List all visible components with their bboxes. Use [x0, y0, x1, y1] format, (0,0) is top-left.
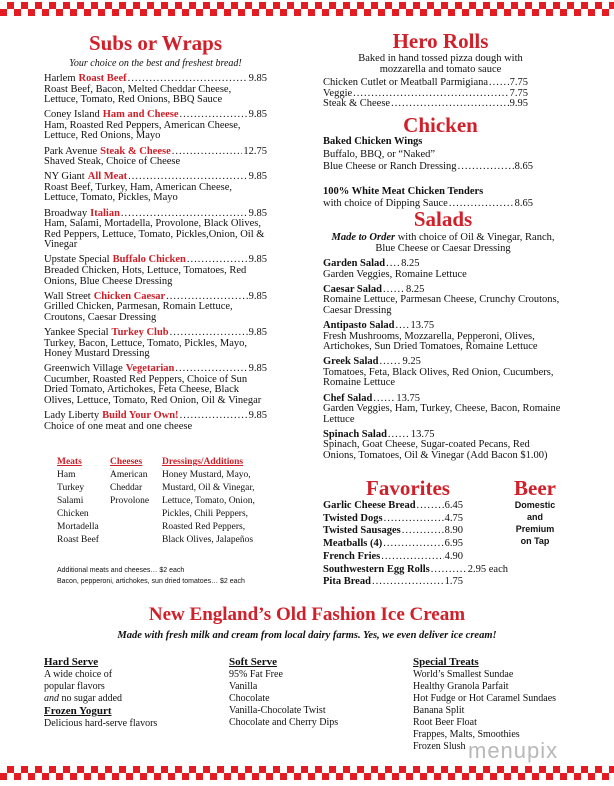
- sub-item-name: Chicken Caesar: [93, 290, 166, 302]
- salad-item: [323, 259, 563, 280]
- soft-serve-line: Vanilla-Chocolate Twist: [229, 705, 326, 716]
- sub-item-desc: Ham, Salami, Mortadella, Provolone, Black Olives, Red Peppers, Lettuce, Tomato, Pickles,Onion, Oil & Vinegar: [44, 218, 265, 251]
- beer-desc: on Tap: [520, 536, 550, 546]
- sub-item-name: Roast Beef: [78, 73, 127, 84]
- hero-desc: mozzarella and tomato sauce: [379, 64, 502, 75]
- salad-item-price: 8.25: [401, 258, 420, 269]
- special-treats-line: Hot Fudge or Hot Caramel Sundaes: [413, 693, 557, 704]
- extras-col-meats: [57, 456, 110, 547]
- hard-serve-line: [44, 693, 157, 705]
- checkered-border-bottom: [0, 766, 614, 780]
- sub-item: [44, 74, 267, 106]
- extras-item: Pickles, Chili Peppers,: [162, 509, 249, 519]
- sub-item-price: 12.75: [243, 145, 267, 157]
- salad-item: [323, 321, 563, 353]
- sub-item-prefix: Lady Liberty: [44, 410, 100, 422]
- dot-leader: [395, 321, 409, 332]
- extras-col-dressings: [162, 456, 255, 547]
- dot-leader: [431, 564, 467, 577]
- hero-section: [323, 30, 558, 110]
- sub-item-prefix: Park Avenue: [44, 145, 98, 157]
- favorite-item-name: Twisted Dogs: [323, 512, 383, 524]
- hero-item: [323, 78, 528, 89]
- sub-item-name: Turkey Club: [111, 326, 169, 338]
- soft-serve-line: Vanilla: [229, 681, 258, 692]
- chicken-item-name: Baked Chicken Wings: [323, 136, 423, 147]
- watermark: menupix: [468, 738, 559, 763]
- dot-leader: [402, 525, 444, 538]
- sub-item-desc: Breaded Chicken, Hots, Lettuce, Tomatoes, Red Onions, Blue Cheese Dressing: [44, 265, 247, 287]
- checkered-border-top: [0, 2, 614, 16]
- dot-leader: [458, 161, 514, 174]
- favorite-item-price: 6.95: [444, 538, 463, 550]
- sub-item-header: [44, 328, 267, 339]
- sub-item: [44, 292, 267, 324]
- salad-item-name: Antipasto Salad: [323, 319, 395, 331]
- extras-item: Lettuce, Tomato, Onion,: [162, 496, 255, 506]
- extras-item: Black Olives, Jalapeños: [162, 535, 254, 545]
- chicken-item: [323, 136, 533, 174]
- sub-item-prefix: Upstate Special: [44, 254, 110, 266]
- sub-item-name: All Meat: [87, 171, 128, 183]
- chicken-item-price: 8.65: [514, 161, 533, 172]
- chicken-item-price-label: with choice of Dipping Sauce: [323, 198, 448, 209]
- hero-item-price: 7.75: [509, 77, 528, 88]
- sub-item-price: 9.85: [248, 171, 267, 183]
- hero-item-price: 7.75: [509, 87, 528, 99]
- ice-cream-section: [0, 604, 614, 641]
- sub-item-price: 9.85: [248, 73, 267, 84]
- beer-desc: and: [526, 512, 543, 522]
- subs-section: [44, 32, 267, 437]
- favorite-item-price: 6.45: [444, 500, 463, 511]
- dot-leader: [128, 74, 248, 85]
- extras-item: Provolone: [110, 496, 150, 506]
- sub-item-desc: Choice of one meat and one cheese: [44, 420, 193, 432]
- hard-serve-line: popular flavors: [44, 681, 105, 692]
- special-treats-line: World’s Smallest Sundae: [413, 669, 514, 680]
- extras-item: Roasted Red Peppers,: [162, 522, 246, 532]
- favorite-item-name: Southwestern Egg Rolls: [323, 563, 430, 575]
- salad-item-price: 13.75: [396, 392, 420, 404]
- salad-item: [323, 285, 563, 317]
- extras-item: Turkey: [57, 483, 85, 493]
- salad-item: [323, 394, 563, 426]
- sub-item: [44, 147, 267, 168]
- extras-item: Roast Beef: [57, 535, 99, 545]
- ice-cream-subtitle: Made with fresh milk and cream from local dairy farms. Yes, we even deliver ice cream!: [117, 630, 497, 641]
- dot-leader: [386, 259, 400, 270]
- hard-serve-header: Hard Serve: [44, 656, 99, 668]
- salad-item-name: Caesar Salad: [323, 283, 383, 295]
- hard-serve-column: [44, 656, 157, 730]
- hero-item-name: Veggie: [323, 87, 353, 99]
- sub-item: [44, 411, 267, 432]
- dot-leader: [372, 576, 444, 589]
- favorite-item-price: 1.75: [444, 576, 463, 588]
- favorites-title: Favorites: [366, 476, 450, 500]
- hero-list: [323, 78, 528, 110]
- sub-item-prefix: Greenwich Village: [44, 363, 123, 375]
- sub-item-price: 9.85: [248, 290, 267, 302]
- favorite-item: [323, 564, 508, 577]
- dot-leader: [391, 99, 509, 110]
- soft-serve-column: [229, 656, 338, 729]
- sub-item-prefix: Harlem: [44, 73, 76, 84]
- hero-item-name: Chicken Cutlet or Meatball Parmigiana: [323, 77, 489, 88]
- salad-item-desc: Tomatoes, Feta, Black Olives, Red Onion, Cucumbers, Romaine Lettuce: [323, 366, 554, 389]
- dot-leader: [172, 147, 243, 158]
- favorite-item-name: Pita Bread: [323, 576, 371, 588]
- beer-title: Beer: [514, 476, 556, 500]
- soft-serve-header: Soft Serve: [229, 656, 277, 668]
- favorite-item-price: 8.90: [444, 525, 463, 537]
- extras-col-cheeses: [110, 456, 162, 547]
- extras-item: Salami: [57, 496, 84, 506]
- sub-item-name: Build Your Own!: [102, 410, 179, 422]
- salad-item-header: [323, 259, 563, 270]
- extras-item: American: [110, 470, 148, 480]
- special-treats-line: Banana Split: [413, 705, 465, 716]
- chicken-item-name: 100% White Meat Chicken Tenders: [323, 185, 484, 197]
- sub-item-price: 9.85: [248, 109, 267, 121]
- salad-item-desc: Spinach, Goat Cheese, Sugar-coated Pecans, Red Onions, Tomatoes, Oil & Vinegar (Add Bacon $1.00): [323, 439, 548, 461]
- salad-item-name: Greek Salad: [323, 356, 379, 368]
- salad-item-name: Spinach Salad: [323, 428, 387, 440]
- sub-item-price: 9.85: [248, 254, 267, 266]
- salad-item-desc: Garden Veggies, Ham, Turkey, Cheese, Bacon, Romaine Lettuce: [323, 403, 561, 425]
- favorite-item: [323, 576, 463, 589]
- beer-desc: Premium: [515, 524, 555, 534]
- salad-item-price: 9.25: [402, 356, 421, 368]
- salad-item-name: Garden Salad: [323, 258, 386, 269]
- favorite-item: [323, 551, 463, 564]
- sub-item-header: [44, 74, 267, 85]
- soft-serve-line: 95% Fat Free: [229, 669, 283, 680]
- special-treats-line: Healthy Granola Parfait: [413, 681, 509, 692]
- sub-item-price: 9.85: [248, 410, 267, 422]
- sub-item-prefix: Yankee Special: [44, 326, 109, 338]
- soft-serve-line: Chocolate: [229, 693, 270, 704]
- salad-item: [323, 430, 563, 462]
- salads-list: [323, 259, 563, 462]
- sub-item-prefix: NY Giant: [44, 171, 85, 183]
- favorite-item-price: 2.95 each: [467, 563, 508, 575]
- favorite-item-name: Meatballs (4): [323, 538, 383, 550]
- favorite-item: [323, 513, 463, 526]
- extras-notes: [57, 565, 245, 587]
- chicken-title: Chicken: [403, 113, 478, 137]
- salad-item-price: 13.75: [410, 428, 435, 440]
- salad-item-desc: Fresh Mushrooms, Mozzarella, Pepperoni, Olives, Artichokes, Sun Dried Tomatoes, Romaine Lettuce: [323, 330, 538, 353]
- sub-item-prefix: Wall Street: [44, 290, 91, 302]
- frozen-yogurt-header: Frozen Yogurt: [44, 705, 112, 717]
- extras-note: Bacon, pepperoni, artichokes, sun dried tomatoes… $2 each: [57, 578, 245, 585]
- sub-item-prefix: Broadway: [44, 207, 88, 219]
- favorites-list: [323, 500, 508, 589]
- hero-item-name: Steak & Cheese: [323, 98, 391, 110]
- extras-note: Additional meats and cheeses… $2 each: [57, 567, 185, 574]
- favorite-item-name: Garlic Cheese Bread: [323, 500, 416, 511]
- dot-leader: [170, 328, 248, 339]
- sub-item: [44, 172, 267, 204]
- extras-item: Ham: [57, 470, 76, 480]
- favorite-item-name: French Fries: [323, 550, 381, 562]
- salad-item: [323, 357, 563, 389]
- sub-item-desc: Ham, Roasted Red Peppers, American Cheese, Lettuce, Red Onions, Mayo: [44, 119, 241, 142]
- sub-item-price: 9.85: [248, 207, 267, 219]
- chicken-item-price: 8.65: [514, 198, 533, 209]
- hard-serve-em: and: [44, 693, 59, 704]
- sub-item: [44, 364, 267, 406]
- special-treats-header: Special Treats: [413, 656, 479, 668]
- favorite-item-price: 4.90: [444, 550, 463, 562]
- extras-table: [57, 456, 255, 547]
- dot-leader: [381, 551, 443, 564]
- salads-desc: [323, 232, 563, 243]
- sub-item-name: Ham and Cheese: [102, 109, 179, 121]
- salad-item-desc: Garden Veggies, Romaine Lettuce: [323, 268, 467, 280]
- salad-item-header: [323, 321, 563, 332]
- subs-title: Subs or Wraps: [88, 31, 223, 55]
- salads-title: Salads: [413, 207, 473, 231]
- sub-item-prefix: Coney Island: [44, 109, 100, 121]
- sub-item-desc: Shaved Steak, Choice of Cheese: [44, 156, 181, 168]
- dot-leader: [383, 538, 443, 551]
- salads-desc-rest: with choice of Oil & Vinegar, Ranch,: [395, 232, 555, 243]
- special-treats-line: Frappes, Malts, Smoothies: [413, 729, 520, 740]
- hero-item-price: 9.95: [509, 98, 528, 110]
- hard-serve-line: A wide choice of: [44, 669, 113, 680]
- favorite-item: [323, 538, 463, 551]
- hero-desc: Baked in hand tossed pizza dough with: [358, 53, 523, 64]
- dot-leader: [489, 78, 509, 89]
- special-treats-line: Root Beer Float: [413, 717, 477, 728]
- sub-item-desc: Roast Beef, Turkey, Ham, American Cheese, Lettuce, Tomato, Pickles, Mayo: [44, 181, 232, 204]
- sub-item-name: Italian: [90, 207, 120, 219]
- sub-item-desc: Grilled Chicken, Parmesan, Romain Lettuce, Croutons, Caesar Dressing: [44, 301, 233, 323]
- salads-desc-line2: Blue Cheese or Caesar Dressing: [375, 243, 511, 254]
- extras-header: Dressings/Additions: [162, 457, 244, 467]
- salads-section: [323, 208, 563, 466]
- sub-item: [44, 328, 267, 360]
- sub-item-name: Vegetarian: [125, 363, 175, 375]
- salad-item-name: Chef Salad: [323, 392, 373, 404]
- sub-item-price: 9.85: [248, 326, 267, 338]
- hero-item: [323, 99, 528, 110]
- salads-desc-em: Made to Order: [331, 232, 396, 243]
- sub-item-desc: Turkey, Bacon, Lettuce, Tomato, Pickles, Mayo, Honey Mustard Dressing: [44, 337, 248, 360]
- extras-header: Cheeses: [110, 457, 143, 467]
- favorites-section: [323, 476, 508, 589]
- chicken-item-price-line: [323, 161, 533, 174]
- subs-list: [44, 74, 267, 432]
- chicken-item-price-label: Blue Cheese or Ranch Dressing: [323, 161, 457, 172]
- salad-item-desc: Romaine Lettuce, Parmesan Cheese, Crunchy Croutons, Caesar Dressing: [323, 294, 560, 316]
- sub-item-name: Buffalo Chicken: [112, 254, 186, 266]
- special-treats-line: Frozen Slush: [413, 741, 466, 752]
- extras-item: Chicken: [57, 509, 89, 519]
- soft-serve-line: Chocolate and Cherry Dips: [229, 717, 339, 728]
- sub-item-price: 9.85: [248, 363, 267, 375]
- favorite-item-price: 4.75: [444, 512, 463, 524]
- frozen-yogurt-line: Delicious hard-serve flavors: [44, 718, 158, 729]
- sub-item: [44, 110, 267, 142]
- beer-desc: Domestic: [514, 500, 556, 510]
- hard-serve-rest: no sugar added: [59, 693, 123, 704]
- extras-header: Meats: [57, 457, 82, 467]
- dot-leader: [384, 513, 444, 526]
- extras-item: Cheddar: [110, 483, 143, 493]
- extras-item: Honey Mustard, Mayo,: [162, 470, 251, 480]
- favorite-item: [323, 500, 463, 513]
- favorite-item-name: Twisted Sausages: [323, 525, 401, 537]
- chicken-item-desc: Buffalo, BBQ, or “Naked”: [323, 148, 436, 160]
- sub-item: [44, 255, 267, 287]
- sub-item-name: Steak & Cheese: [100, 145, 171, 157]
- subs-subtitle: Your choice on the best and freshest bread!: [69, 58, 242, 69]
- salad-item-price: 8.25: [406, 283, 425, 295]
- extras-item: Mustard, Oil & Vinegar,: [162, 483, 255, 493]
- ice-cream-title: New England’s Old Fashion Ice Cream: [148, 604, 466, 625]
- beer-section: [500, 477, 570, 547]
- sub-item: [44, 209, 267, 251]
- salad-item-price: 13.75: [410, 319, 435, 331]
- dot-leader: [417, 500, 444, 513]
- sub-item-desc: Roast Beef, Bacon, Melted Cheddar Cheese, Lettuce, Tomato, Red Onions, BBQ Sauce: [44, 83, 232, 106]
- extras-item: Mortadella: [57, 522, 99, 532]
- hero-title: Hero Rolls: [392, 29, 489, 53]
- sub-item-desc: Cucumber, Roasted Red Peppers, Choice of Sun Dried Tomato, Artichokes, Feta Cheese, Black Olives, Lettuce, Tomato, Red Onion, Oil & Vinegar: [44, 373, 262, 407]
- favorite-item: [323, 525, 463, 538]
- chicken-list: [323, 136, 533, 211]
